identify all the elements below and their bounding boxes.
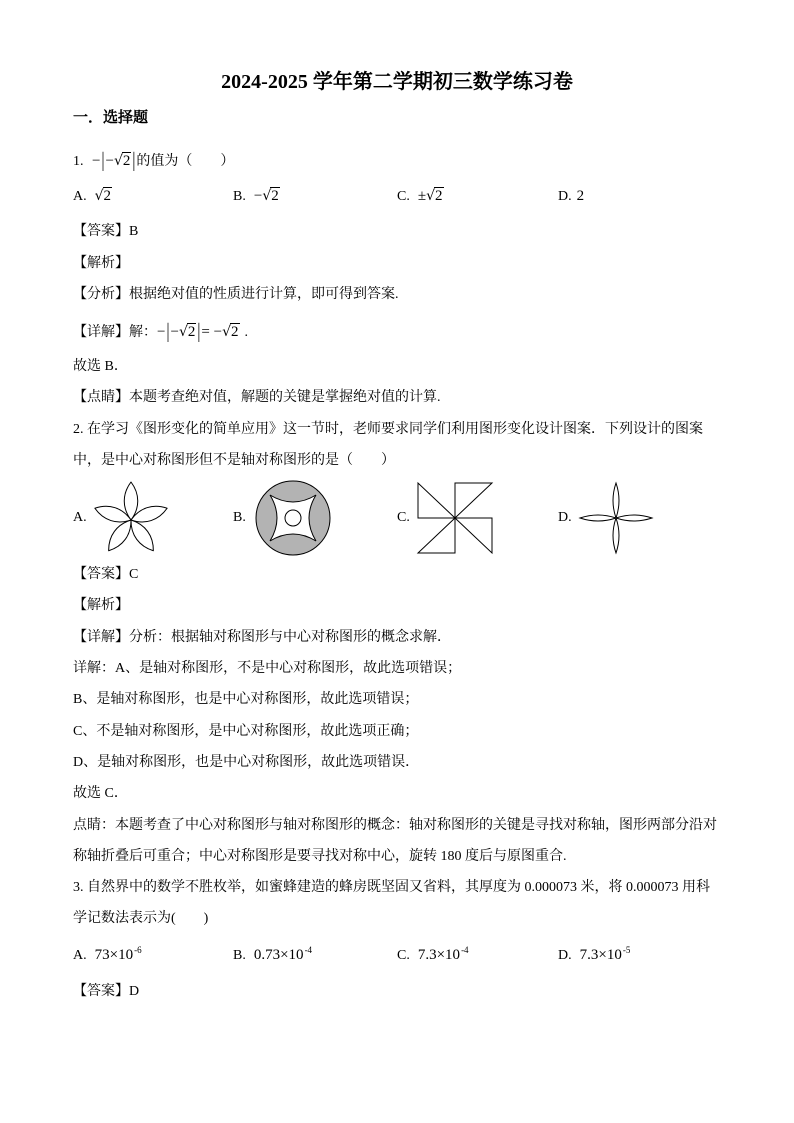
q3-answer: 【答案】D: [73, 984, 140, 999]
option-label: D.: [558, 948, 572, 963]
abs-bar-left: |: [166, 320, 170, 344]
times-ten: ×10: [436, 947, 461, 963]
q2-option-b-label: B.: [233, 510, 246, 525]
abs-bar-left: |: [101, 149, 105, 173]
option-value: 2: [576, 188, 585, 204]
scientific-notation: [95, 947, 142, 963]
option-expression: [95, 188, 112, 204]
center-circle: [285, 510, 301, 526]
q1-option-d: [558, 186, 584, 206]
radicand: 2: [122, 153, 131, 169]
petal-down: [613, 518, 619, 553]
option-label: A.: [73, 189, 87, 204]
square-root: [426, 186, 443, 206]
outer-minus-sign: −: [157, 324, 166, 340]
four-petal-cross-icon: [576, 480, 656, 556]
option-label: C.: [397, 189, 410, 204]
q2-option-a-label: A.: [73, 510, 87, 525]
q1-analysis-heading: 【解析】: [73, 256, 129, 271]
triangle-pinwheel-icon: [416, 481, 494, 555]
question-stem-text: 的值为（ ）: [136, 154, 235, 169]
plus-minus-sign: ±: [417, 188, 427, 204]
radicand: 2: [187, 324, 196, 340]
q1-answer: 【答案】B: [73, 224, 139, 239]
option-label: D.: [558, 189, 572, 204]
exponent: -4: [461, 945, 469, 955]
q2-conclusion: 故选 C．: [73, 786, 128, 801]
radical-sign: √: [113, 153, 123, 169]
petal-left: [580, 515, 616, 521]
scientific-notation: [580, 947, 631, 963]
abs-bar-right: |: [197, 320, 201, 344]
q1-detail: [73, 322, 248, 342]
period: .: [244, 325, 248, 340]
q2-explanation-line: B、是轴对称图形，也是中心对称图形，故此选项错误；: [73, 692, 419, 707]
q3-option-a: [73, 945, 142, 965]
times-ten: ×10: [109, 947, 134, 963]
pinwheel-blades: [418, 483, 492, 553]
minus-sign: −: [253, 188, 263, 204]
q2-explanation-line: D、是轴对称图形，也是中心对称图形，故此选项错误．: [73, 755, 420, 770]
pinwheel-blade: [418, 518, 455, 553]
section-heading: 一．选择题: [73, 110, 149, 126]
q2-stem-line: 中，是中心对称图形但不是轴对称图形的是（ ）: [73, 453, 395, 468]
q2-explanation-line: C、不是轴对称图形，是中心对称图形，故此选项正确；: [73, 724, 419, 739]
radical-sign: √: [178, 324, 188, 340]
pinwheel-blade: [418, 483, 455, 518]
abs-bar-right: |: [132, 149, 136, 173]
exponent: -4: [304, 945, 313, 955]
detail-label: 【详解】解：: [73, 325, 157, 340]
exponent: -6: [134, 945, 142, 955]
mantissa: 7.3: [579, 947, 599, 963]
q2-analysis-heading: 【解析】: [73, 598, 129, 613]
option-expression: [418, 188, 444, 204]
square-root: [114, 151, 131, 171]
q1-analysis: 【分析】根据绝对值的性质进行计算，即可得到答案.: [73, 287, 399, 302]
option-label: B.: [233, 948, 246, 963]
square-root: [179, 322, 196, 342]
times-ten: ×10: [598, 947, 622, 963]
scientific-notation: [254, 947, 312, 963]
q1-conclusion: 故选 B．: [73, 359, 128, 374]
radicand: 2: [231, 324, 239, 340]
absolute-value-expression: [92, 149, 136, 173]
q2-explanation-line: 【详解】分析：根据轴对称图形与中心对称图形的概念求解．: [73, 630, 451, 645]
mantissa: 7.3: [417, 947, 437, 963]
square-root: [262, 186, 279, 206]
radical-sign: √: [222, 324, 231, 340]
circle-with-concave-square-icon: [254, 479, 332, 557]
q3-stem-line: 学记数法表示为( ): [73, 911, 209, 926]
outer-minus-sign: −: [92, 153, 101, 169]
option-label: C.: [397, 948, 410, 963]
radicand: 2: [103, 188, 112, 204]
q2-answer: 【答案】C: [73, 567, 139, 582]
q3-stem-line: 3. 自然界中的数学不胜枚举，如蜜蜂建造的蜂房既坚固又省料，其厚度为 0.000073 米，将 0.000073 用科: [73, 880, 710, 895]
cross-petals: [580, 483, 652, 553]
q1-option-c: [397, 186, 444, 206]
q2-comment-line: 称轴折叠后可重合；中心对称图形是要寻找对称中心，旋转 180 度后与原图重合.: [73, 849, 567, 864]
radicand: 2: [271, 188, 279, 204]
q1-option-a: [73, 186, 112, 206]
equals-sign: =: [201, 324, 210, 340]
radical-sign: √: [426, 188, 435, 204]
scientific-notation: [418, 947, 469, 963]
petal-up: [613, 483, 619, 518]
pinwheel-blade: [455, 483, 492, 518]
option-label: A.: [73, 948, 87, 963]
square-root: [95, 186, 112, 206]
q2-option-d-label: D.: [558, 510, 572, 525]
q3-option-d: [558, 945, 630, 965]
petal-right: [616, 515, 652, 521]
flower-petals: [93, 482, 169, 555]
q2-comment-line: 点睛：本题考查了中心对称图形与轴对称图形的概念：轴对称图形的关键是寻找对称轴，图形两部分沿对: [73, 818, 717, 833]
page-title: 2024-2025 学年第二学期初三数学练习卷: [221, 71, 573, 93]
q2-stem-line: 2. 在学习《图形变化的简单应用》这一节时，老师要求同学们利用图形变化设计图案．下列设计的图案: [73, 422, 703, 437]
q2-explanation-line: 详解：A、是轴对称图形，不是中心对称图形，故此选项错误；: [73, 661, 462, 676]
minus-sign: −: [213, 324, 223, 340]
option-label: B.: [233, 189, 246, 204]
mantissa: 73: [94, 947, 110, 963]
q2-option-c-label: C.: [397, 510, 410, 525]
radical-sign: √: [262, 188, 272, 204]
times-ten: ×10: [280, 947, 304, 963]
detail-expression: [157, 320, 240, 344]
mantissa: 0.73: [253, 947, 281, 963]
q1-option-b: [233, 186, 280, 206]
five-petal-flower-icon: [90, 478, 172, 560]
q3-option-c: [397, 945, 469, 965]
option-expression: [254, 188, 280, 204]
radicand: 2: [435, 188, 443, 204]
pinwheel-blade: [455, 518, 492, 553]
question-number: 1.: [73, 154, 84, 169]
radical-sign: √: [94, 188, 104, 204]
square-root: [222, 322, 239, 342]
question-1-stem: [73, 151, 234, 171]
q3-option-b: [233, 945, 312, 965]
inner-minus-sign: −: [170, 324, 179, 340]
q1-comment: 【点睛】本题考查绝对值，解题的关键是掌握绝对值的计算.: [73, 390, 441, 405]
inner-minus-sign: −: [105, 153, 114, 169]
exponent: -5: [622, 945, 631, 955]
